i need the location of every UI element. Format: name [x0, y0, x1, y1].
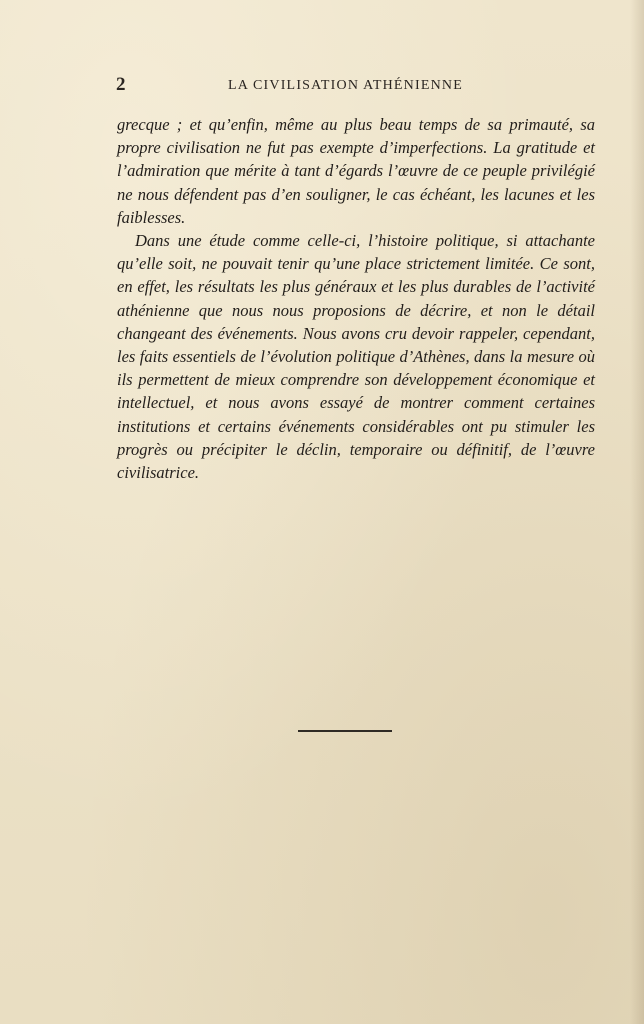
section-end-rule	[298, 730, 392, 732]
page-edge-shadow	[630, 0, 644, 1024]
body-text	[117, 113, 595, 484]
running-head-title: LA CIVILISATION ATHÉNIENNE	[228, 78, 463, 93]
paragraph-2: Dans une étude comme celle-ci, l’histoire politique, si attachante qu’elle soit, ne pouvait tenir qu’une place strictement limitée. Ce sont, en effet, les résultats les plus généraux et les plus durables de l’activité athénienne que nous nous proposions de décrire, et non le détail changeant des événements. Nous avons cru devoir rappeler, cependant, les faits essentiels de l’évolution politique d’Athènes, dans la mesure où ils permettent de mieux comprendre son développement économique et intellectuel, et nous avons essayé de montrer comment certaines institutions et certains événements considérables ont pu stimuler les progrès ou précipiter le déclin, temporaire ou définitif, de l’œuvre civilisatrice.	[117, 231, 595, 483]
page-number: 2	[116, 74, 126, 95]
running-head	[116, 76, 596, 96]
paragraph-1: grecque ; et qu’enfin, même au plus beau temps de sa primauté, sa propre civilisation ne fut pas exempte d’imperfections. La gratitude et l’admiration que mérite à tant d’égards l’œuvre de ce peuple privilégié ne nous défendent pas d’en souligner, le cas échéant, les lacunes et les faiblesses.	[117, 115, 595, 227]
